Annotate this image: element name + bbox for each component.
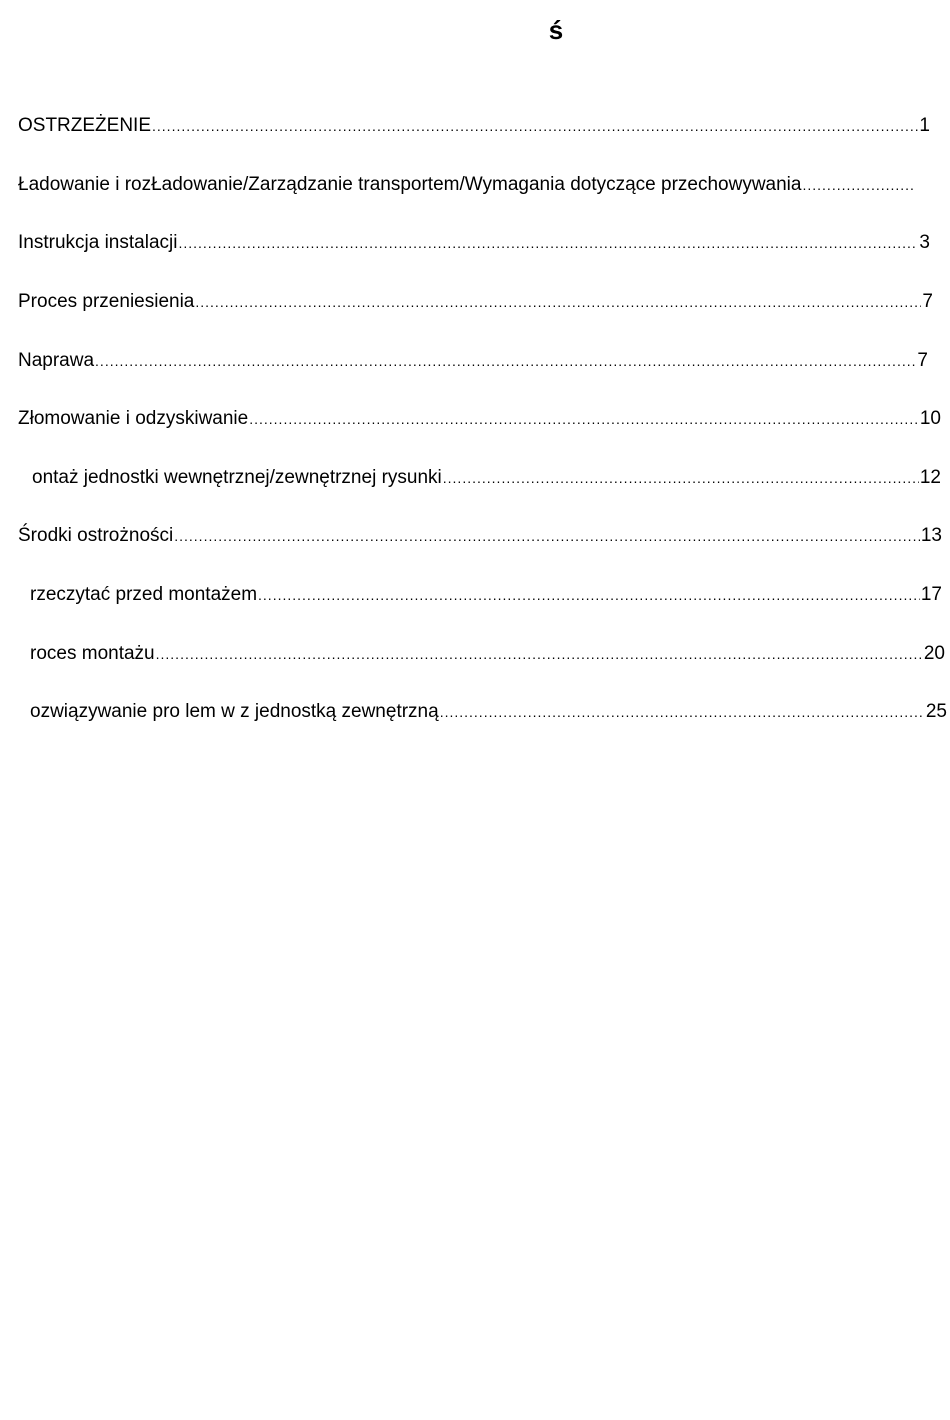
toc-entry-zlomowanie[interactable] — [18, 407, 941, 431]
toc-entry-page: 3 — [919, 232, 930, 253]
toc-entry-rozwiazywanie-problemow[interactable] — [30, 700, 947, 724]
toc-entry-przed-montazem[interactable] — [30, 583, 942, 607]
toc-entry-label: OSTRZEŻENIE — [18, 115, 152, 136]
toc-entry-label: Naprawa — [18, 350, 95, 371]
toc-leader-dots — [174, 524, 920, 548]
toc-leader-dots — [195, 290, 921, 314]
toc-entry-page: 12 — [919, 467, 941, 488]
toc-entry-page: 13 — [920, 525, 942, 546]
toc-leader-dots — [802, 173, 913, 197]
toc-leader-dots — [258, 583, 920, 607]
toc-leader-dots — [178, 231, 918, 255]
toc-entry-page: 17 — [920, 584, 942, 605]
toc-entry-page: 10 — [919, 408, 941, 429]
toc-entry-page: 7 — [917, 350, 928, 371]
toc-entry-label: roces montażu — [30, 643, 155, 664]
toc-leader-dots — [95, 349, 916, 373]
toc-entry-label: rzeczytać przed montażem — [30, 584, 258, 605]
toc-entry-label: ozwiązywanie pro lem w z jednostką zewnętrzną — [30, 701, 439, 722]
toc-entry-instrukcja-instalacji[interactable] — [18, 231, 930, 255]
toc-entry-ladowanie[interactable] — [18, 173, 914, 197]
toc-entry-proces-montazu[interactable] — [30, 642, 945, 666]
toc-leader-dots — [152, 114, 918, 138]
toc-entry-ostrzezenie[interactable] — [18, 114, 930, 138]
toc-entry-page: 20 — [923, 643, 945, 664]
toc-entry-proces-przeniesienia[interactable] — [18, 290, 933, 314]
toc-entry-label: ontaż jednostki wewnętrznej/zewnętrznej rysunki — [32, 467, 442, 488]
toc-entry-naprawa[interactable] — [18, 349, 928, 373]
toc-leader-dots — [443, 466, 919, 490]
page-title: ś — [548, 15, 564, 45]
toc-entry-montaz-rysunki[interactable] — [32, 466, 941, 490]
toc-leader-dots — [249, 407, 919, 431]
toc-entry-label: Proces przeniesienia — [18, 291, 195, 312]
toc-entry-page: 7 — [922, 291, 933, 312]
toc-entry-srodki-ostroznosci[interactable] — [18, 524, 942, 548]
toc-entry-label: Złomowanie i odzyskiwanie — [18, 408, 249, 429]
toc-entry-page: 1 — [919, 115, 930, 136]
toc-entry-label: Instrukcja instalacji — [18, 232, 178, 253]
toc-entry-label: Ładowanie i rozŁadowanie/Zarządzanie transportem/Wymagania dotyczące przechowywania — [18, 174, 802, 195]
toc-entry-page: 25 — [925, 701, 947, 722]
toc-entry-label: Środki ostrożności — [18, 525, 174, 546]
toc-leader-dots — [440, 700, 925, 724]
toc-leader-dots — [156, 642, 923, 666]
